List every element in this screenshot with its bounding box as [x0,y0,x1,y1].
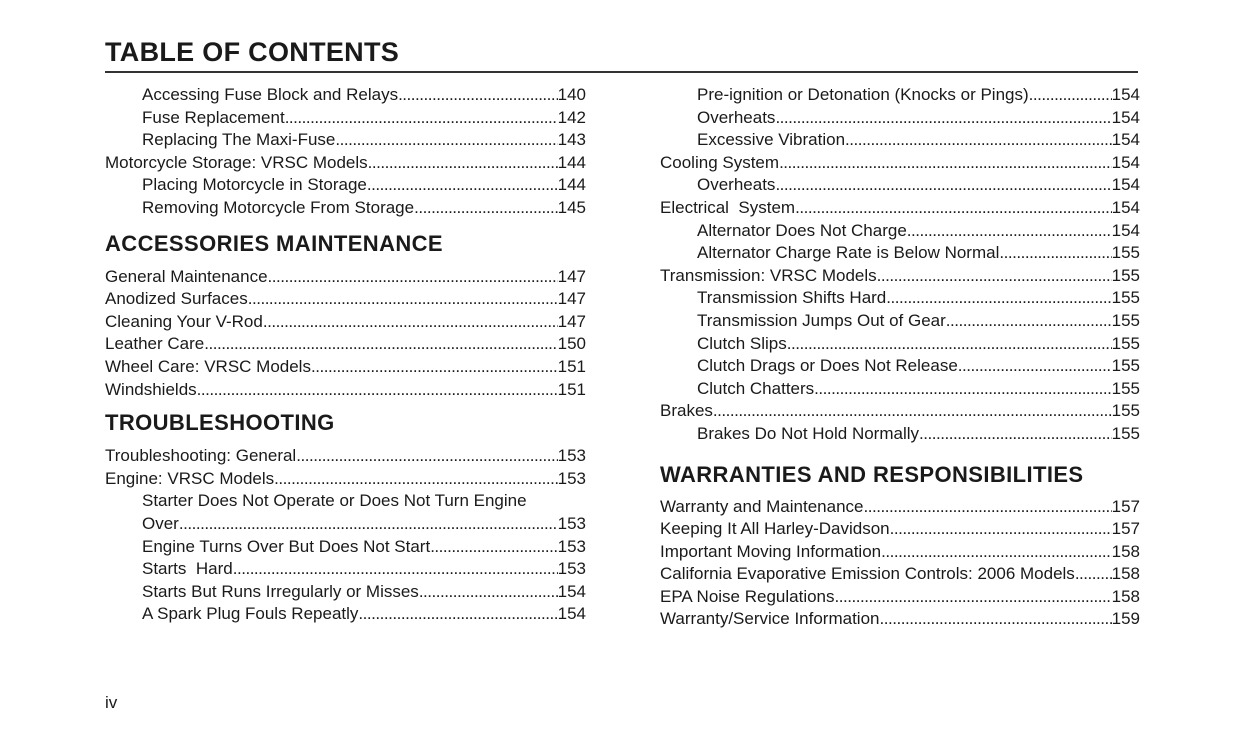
toc-entry[interactable]: Engine: VRSC Models . . . 153 [105,468,586,491]
toc-entry[interactable]: Windshields . . . 151 [105,379,586,402]
title-rule [105,71,1138,73]
toc-entry[interactable]: Brakes Do Not Hold Normally . . . 155 [660,423,1140,446]
toc-entry[interactable]: Leather Care . . . 150 [105,333,586,356]
page-title: TABLE OF CONTENTS [105,37,400,67]
toc-entry[interactable]: Warranty and Maintenance . . . 157 [660,496,1140,519]
section-heading-warranties: WARRANTIES AND RESPONSIBILITIES [660,461,1084,487]
toc-entry[interactable]: Placing Motorcycle in Storage . . . 144 [105,174,586,197]
section-heading-troubleshooting: TROUBLESHOOTING [105,410,335,436]
toc-entry[interactable]: Transmission: VRSC Models . . . 155 [660,265,1140,288]
toc-entry[interactable]: Pre-ignition or Detonation (Knocks or Pings) . . . 154 [660,84,1140,107]
toc-entry[interactable]: EPA Noise Regulations . . . 158 [660,586,1140,609]
toc-entry[interactable]: Transmission Jumps Out of Gear . . . 155 [660,310,1140,333]
toc-entry[interactable]: Important Moving Information . . . 158 [660,541,1140,564]
toc-entry[interactable]: Clutch Drags or Does Not Release . . . 155 [660,355,1140,378]
toc-entry[interactable]: Anodized Surfaces . . . 147 [105,288,586,311]
toc-entry[interactable]: Warranty/Service Information . . . 159 [660,608,1140,631]
toc-entry[interactable]: Engine Turns Over But Does Not Start . . . 153 [105,536,586,559]
toc-entry[interactable]: Overheats . . . 154 [660,107,1140,130]
toc-left-column [105,84,586,626]
toc-entry[interactable]: Starts Hard . . . 153 [105,558,586,581]
toc-entry[interactable]: Alternator Does Not Charge . . . 154 [660,220,1140,243]
toc-entry[interactable]: Clutch Chatters . . . 155 [660,378,1140,401]
toc-entry-line2[interactable]: Over . . . 153 [105,513,586,536]
toc-entry[interactable]: Accessing Fuse Block and Relays . . . 140 [105,84,586,107]
toc-entry[interactable]: Wheel Care: VRSC Models . . . 151 [105,356,586,379]
toc-entry[interactable]: Motorcycle Storage: VRSC Models . . . 144 [105,152,586,175]
toc-entry[interactable]: A Spark Plug Fouls Repeatly . . . 154 [105,603,586,626]
toc-entry[interactable]: Clutch Slips . . . 155 [660,333,1140,356]
toc-entry[interactable]: General Maintenance . . . 147 [105,266,586,289]
toc-entry[interactable]: Fuse Replacement . . . 142 [105,107,586,130]
toc-entry[interactable]: Excessive Vibration . . . 154 [660,129,1140,152]
toc-entry[interactable]: Keeping It All Harley-Davidson . . . 157 [660,518,1140,541]
toc-entry[interactable]: Troubleshooting: General . . . 153 [105,445,586,468]
toc-entry-line1[interactable]: Starter Does Not Operate or Does Not Turn Engine [142,491,527,511]
toc-entry[interactable]: Replacing The Maxi-Fuse . . . 143 [105,129,586,152]
toc-entry[interactable]: Starts But Runs Irregularly or Misses . . . 154 [105,581,586,604]
section-heading-accessories: ACCESSORIES MAINTENANCE [105,230,444,256]
toc-entry[interactable]: Transmission Shifts Hard . . . 155 [660,287,1140,310]
toc-entry[interactable]: Removing Motorcycle From Storage . . . 145 [105,197,586,220]
toc-entry[interactable]: Alternator Charge Rate is Below Normal . . . 155 [660,242,1140,265]
toc-entry[interactable]: Cooling System . . . 154 [660,152,1140,175]
toc-entry[interactable]: Overheats . . . 154 [660,174,1140,197]
toc-entry[interactable]: Brakes . . . 155 [660,400,1140,423]
toc-right-column [660,84,1140,631]
toc-entry[interactable]: Electrical System . . . 154 [660,197,1140,220]
toc-entry[interactable]: California Evaporative Emission Controls: 2006 Models . . . 158 [660,563,1140,586]
page-number: iv [105,693,118,712]
toc-entry[interactable]: Cleaning Your V-Rod . . . 147 [105,311,586,334]
